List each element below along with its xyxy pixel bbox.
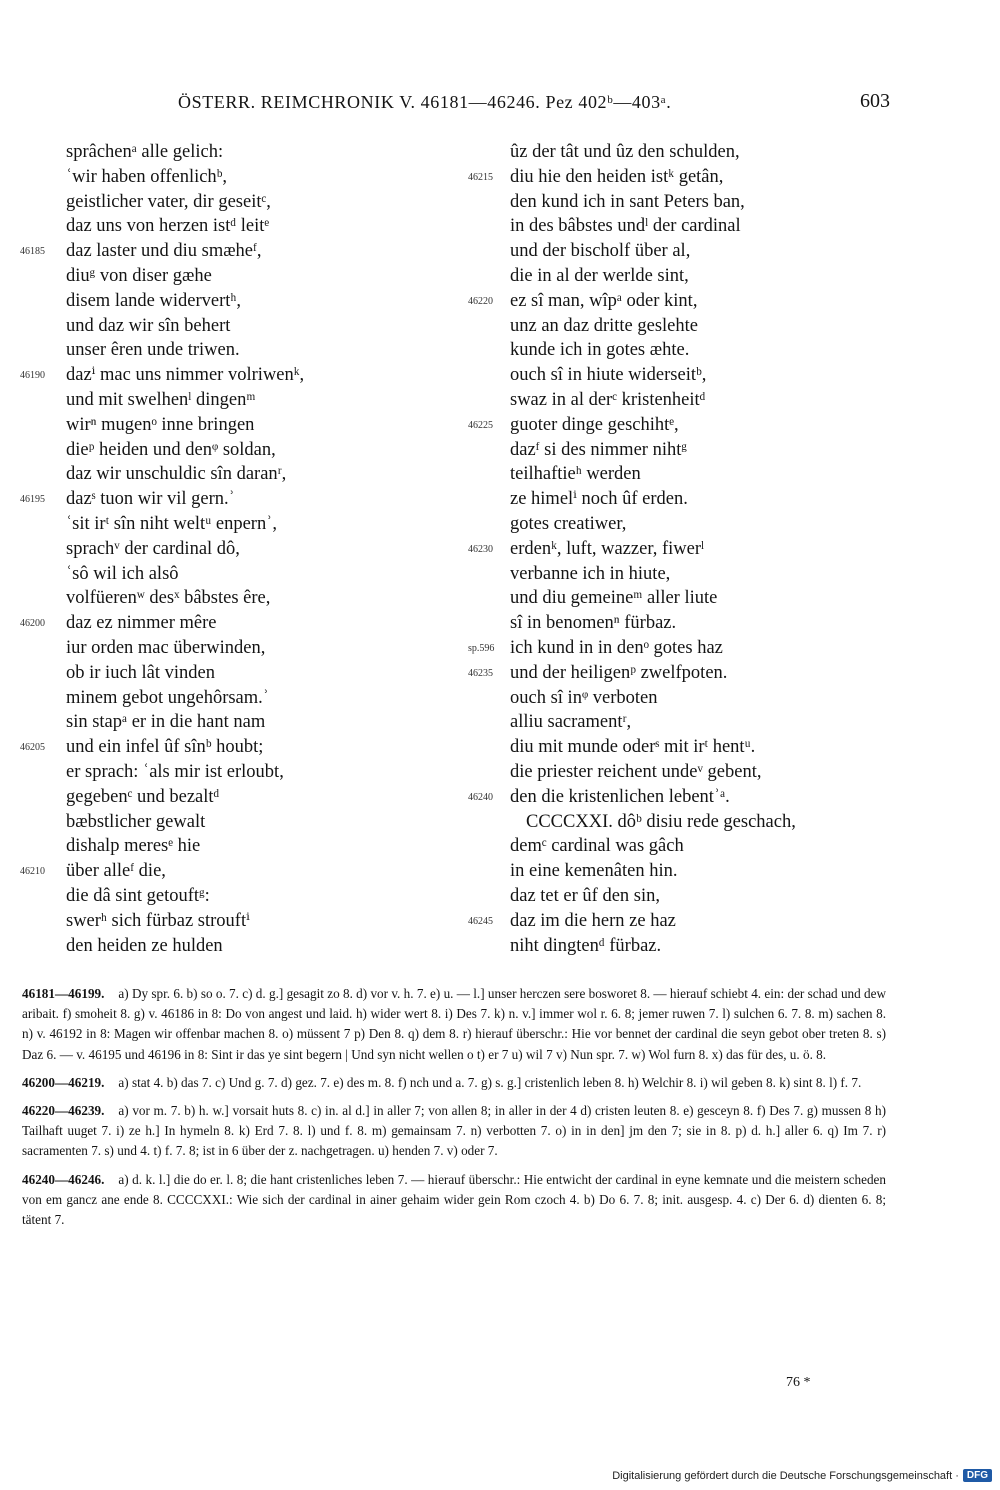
verse-text: ʿsô wil ich alsô — [66, 563, 179, 584]
verse-text: dazᶠ si des nimmer nihtᵍ — [510, 439, 687, 460]
footer-text: Digitalisierung gefördert durch die Deutsche Forschungsgemeinschaft · — [612, 1469, 959, 1482]
note-paragraph — [22, 1170, 886, 1231]
verse-line — [468, 537, 908, 562]
verse-text: den kund ich in sant Peters ban, — [510, 191, 745, 212]
verse-line — [20, 289, 470, 314]
verse-text: und der bischolf über al, — [510, 241, 691, 262]
verse-text: ouch sî inᵠ verboten — [510, 687, 658, 708]
verse-line — [20, 239, 470, 264]
verse-text: unz an daz dritte geslehte — [510, 315, 698, 336]
verse-text: wirⁿ mugenᵒ inne bringen — [66, 414, 255, 435]
verse-text: in eine kemenâten hin. — [510, 861, 678, 882]
funding-footer — [612, 1469, 992, 1482]
verse-line — [20, 462, 470, 487]
verse-text: daz ez nimmer mêre — [66, 613, 217, 634]
verse-text: disem lande widervertʰ, — [66, 290, 241, 311]
verse-text: über alleᶠ die, — [66, 861, 166, 882]
verse-line — [20, 388, 470, 413]
verse-text: daz im die hern ze haz — [510, 910, 676, 931]
verse-line — [20, 859, 470, 884]
verse-text: sprachᵛ der cardinal dô, — [66, 538, 240, 559]
verse-line — [20, 636, 470, 661]
note-range: 46220—46239. — [22, 1103, 105, 1119]
verse-number: 46245 — [468, 915, 493, 927]
verse-line — [20, 264, 470, 289]
verse-line — [468, 760, 908, 785]
verse-line — [20, 338, 470, 363]
verse-text: alliu sacramentʳ, — [510, 712, 632, 733]
verse-line — [20, 314, 470, 339]
dfg-logo-icon: DFG — [963, 1469, 992, 1482]
verse-number: 46195 — [20, 494, 45, 506]
verse-text: sprâchenᵃ alle gelich: — [66, 142, 224, 162]
verse-text: gotes creatiwer, — [510, 513, 627, 534]
verse-line — [468, 909, 908, 934]
verse-line — [20, 760, 470, 785]
verse-text: und mit swelhenˡ dingenᵐ — [66, 389, 256, 410]
verse-text: volfüerenʷ desˣ bâbstes êre, — [66, 588, 271, 609]
note-paragraph — [22, 1073, 886, 1093]
verse-line — [468, 413, 908, 438]
verse-line — [20, 413, 470, 438]
verse-text: ze himelⁱ noch ûf erden. — [510, 489, 688, 510]
verse-line — [20, 140, 470, 165]
verse-text: den die kristenlichen lebentʾᵃ. — [510, 786, 730, 807]
verse-text: und ein infel ûf sînᵇ houbt; — [66, 737, 264, 758]
verse-text: bæbstlicher gewalt — [66, 811, 206, 832]
verse-text: daz wir unschuldic sîn daranʳ, — [66, 464, 287, 485]
verse-text: in des bâbstes undˡ der cardinal — [510, 216, 741, 237]
verse-line — [468, 859, 908, 884]
verse-text: den heiden ze hulden — [66, 935, 223, 956]
verse-text: ûz der tât und ûz den schulden, — [510, 142, 740, 162]
verse-line — [468, 661, 908, 686]
verse-text: und der heiligenᵖ zwelfpoten. — [510, 662, 728, 683]
verse-line — [468, 884, 908, 909]
verse-line — [20, 661, 470, 686]
verse-line — [468, 636, 908, 661]
verse-line — [468, 363, 908, 388]
verse-text: minem gebot ungehôrsam.ʾ — [66, 687, 269, 708]
verse-number: 46200 — [20, 618, 45, 630]
verse-text: die dâ sint getouftᵍ: — [66, 885, 210, 906]
verse-text: teilhaftieʰ werden — [510, 464, 641, 485]
verse-text: diu mit munde oderˢ mit irᵗ hentᵘ. — [510, 737, 756, 758]
critical-apparatus — [22, 984, 886, 1238]
verse-number: 46220 — [468, 295, 493, 307]
verse-line — [20, 487, 470, 512]
note-range: 46181—46199. — [22, 986, 105, 1001]
verse-line — [468, 214, 908, 239]
verse-text: CCCCXXI. dôᵇ disiu rede geschach, — [526, 811, 796, 832]
verse-number: 46205 — [20, 742, 45, 754]
verse-line — [20, 884, 470, 909]
verse-text: geistlicher vater, dir geseitᶜ, — [66, 191, 271, 212]
verse-text: iur orden mac überwinden, — [66, 637, 266, 658]
verse-line — [20, 909, 470, 934]
verse-text: daz laster und diu smæheᶠ, — [66, 241, 262, 262]
verse-text: dazⁱ mac uns nimmer volriwenᵏ, — [66, 365, 305, 386]
verse-line — [468, 438, 908, 463]
verse-line — [20, 834, 470, 859]
verse-line — [468, 785, 908, 810]
verse-line — [468, 487, 908, 512]
verse-line — [20, 686, 470, 711]
verse-text: ouch sî in hiute widerseitᵇ, — [510, 365, 707, 386]
verse-line — [20, 562, 470, 587]
verse-text: diu hie den heiden istᵏ getân, — [510, 166, 724, 187]
verse-line — [20, 363, 470, 388]
verse-line — [468, 264, 908, 289]
note-text: a) vor m. 7. b) h. w.] vorsait huts 8. c) in. al d.] in aller 7; von allen 8; in aller in der 4 d) cristen leuten 8. e) gesceyn 8. f) Des 7. g) mussen 8 h) Tailhaft uuget 7. i) ze h.] In hymeln 8. k) Erd 7. 8. l) und f. 8. m) gemainsam 7. n) verbotten 7. o) in in den] jm den 7; sie in 8. p) d. h.] aller 6. q) Im 7. r) sacramenten 7. s) und 4. t) f. 7. 8; ist in 6 über der z. nachgetragen. u) henden 7. v) oder 7. — [22, 1103, 886, 1159]
verse-text: guoter dinge geschihtᵉ, — [510, 414, 679, 435]
note-text: a) d. k. l.] die do er. l. 8; die hant cristenliches leben 7. — hierauf überschr.: Hie entwicht der cardinal in eyne kemnate und die meistern scheden von em gancz ane ende 8. CCCCXXI.: Wie sich der cardinal in ainer gehaim wider gein Rom czoch 4. b) Do 6. 7. 8; init. ausgesp. 4. c) Der 6. d) dienten 6. 8; tätent 7. — [22, 1171, 886, 1228]
verse-text: ʿwir haben offenlichᵇ, — [66, 166, 228, 187]
verse-text: sin stapᵃ er in die hant nam — [66, 712, 266, 733]
verse-text: swerʰ sich fürbaz strouftⁱ — [66, 910, 250, 931]
verse-line — [468, 735, 908, 760]
verse-line — [468, 165, 908, 190]
verse-line — [20, 735, 470, 760]
verse-text: erdenᵏ, luft, wazzer, fiwerˡ — [510, 538, 705, 559]
verse-line — [468, 611, 908, 636]
verse-line — [468, 314, 908, 339]
note-range: 46200—46219. — [22, 1074, 105, 1090]
note-text: a) Dy spr. 6. b) so o. 7. c) d. g.] gesagit zo 8. d) vor v. h. 7. e) u. — l.] unser herczen sere bosworet 8. — hierauf schiebt 4. ein: der schad und dew aribait. f) smoheit 8. g) v. 46186 in 8: Do von angest und laid. h) wider wert 8. i) Des 7. k) n. v.] immer wol r. 6. 8; jemer ruwen 7. l) sulchen 6. 7. 8. m) sachen 8. n) v. 46192 in 8: Magen wir offenbar machen 8. o) müssent 7 p) Den 8. q) dem 8. r) hierauf überschr.: Hie vor bennet der cardinal die seyn gebot ober treten 8. s) Daz 6. — v. 46195 und 46196 in 8: Sint ir das ye sint begern | Und syn nicht wellen o t) er 7 u) wil 7 v) Nun spr. 7. w) Wol furn 8. x) das für des, u. ö. 8. — [22, 986, 886, 1062]
verse-text: demᶜ cardinal was gâch — [510, 836, 684, 857]
verse-line — [468, 934, 908, 959]
verse-line — [468, 140, 908, 165]
verse-line — [468, 462, 908, 487]
verse-line — [468, 512, 908, 537]
verse-line — [20, 438, 470, 463]
verse-line — [20, 537, 470, 562]
verse-line — [20, 190, 470, 215]
verse-text: unser êren unde triwen. — [66, 340, 240, 361]
verse-text: swaz in al derᶜ kristenheitᵈ — [510, 389, 706, 410]
verse-text: die in al der werlde sint, — [510, 265, 689, 286]
verse-line — [20, 586, 470, 611]
verse-line — [468, 190, 908, 215]
verse-column-right — [468, 140, 908, 958]
verse-line — [468, 686, 908, 711]
verse-line — [468, 710, 908, 735]
verse-line — [20, 214, 470, 239]
verse-line — [20, 934, 470, 959]
verse-line — [20, 611, 470, 636]
verse-line — [468, 834, 908, 859]
note-range: 46240—46246. — [22, 1171, 105, 1187]
verse-number: sp.596 — [468, 642, 495, 654]
verse-line — [20, 785, 470, 810]
verse-line — [468, 388, 908, 413]
verse-line — [20, 710, 470, 735]
verse-text: sî in benomenⁿ fürbaz. — [510, 613, 677, 634]
verse-text: ez sî man, wîpᵃ oder kint, — [510, 290, 698, 311]
verse-text: und diu gemeineᵐ aller liute — [510, 588, 718, 609]
verse-text: dieᵖ heiden und denᵠ soldan, — [66, 439, 276, 460]
verse-line — [20, 165, 470, 190]
verse-line — [468, 810, 908, 835]
verse-text: diuᵍ von diser gæhe — [66, 265, 212, 286]
running-title: ÖSTERR. REIMCHRONIK V. 46181—46246. Pez 402ᵇ—403ᵃ. — [178, 92, 672, 112]
page-number: 603 — [860, 90, 890, 112]
verse-number: 46215 — [468, 171, 493, 183]
verse-number: 46185 — [20, 246, 45, 258]
verse-text: er sprach: ʿals mir ist erloubt, — [66, 761, 284, 782]
verse-line — [468, 289, 908, 314]
verse-text: dishalp meresᵉ hie — [66, 836, 201, 857]
note-paragraph — [22, 984, 886, 1065]
verse-line — [20, 810, 470, 835]
verse-text: ob ir iuch lât vinden — [66, 662, 215, 683]
verse-text: ʿsit irᵗ sîn niht weltᵘ enpernʾ, — [66, 513, 278, 534]
verse-text: dazˢ tuon wir vil gern.ʾ — [66, 489, 235, 510]
verse-line — [468, 239, 908, 264]
note-text: a) stat 4. b) das 7. c) Und g. 7. d) gez. 7. e) des m. 8. f) nch und a. 7. g) s. g.] cristenlich leben 8. h) Welchir 8. i) wil geben 8. k) sint 8. l) f. 7. — [118, 1074, 862, 1090]
page-header — [0, 92, 1000, 116]
verse-line — [468, 562, 908, 587]
verse-column-left — [20, 140, 470, 958]
note-paragraph — [22, 1101, 886, 1162]
verse-number: 46190 — [20, 370, 45, 382]
verse-text: die priester reichent undeᵛ gebent, — [510, 761, 762, 782]
verse-number: 46230 — [468, 543, 493, 555]
verse-text: daz tet er ûf den sin, — [510, 885, 660, 906]
verse-line — [20, 512, 470, 537]
verse-text: verbanne ich in hiute, — [510, 563, 671, 584]
signature-mark: 76 * — [786, 1375, 811, 1390]
verse-text: kunde ich in gotes æhte. — [510, 340, 690, 361]
verse-line — [468, 338, 908, 363]
verse-number: 46235 — [468, 667, 493, 679]
verse-text: ich kund in in denᵒ gotes haz — [510, 637, 723, 658]
verse-number: 46225 — [468, 419, 493, 431]
verse-number: 46240 — [468, 791, 493, 803]
verse-text: niht dingtenᵈ fürbaz. — [510, 935, 662, 956]
verse-number: 46210 — [20, 866, 45, 878]
verse-text: daz uns von herzen istᵈ leitᵉ — [66, 216, 270, 237]
verse-text: gegebenᶜ und bezaltᵈ — [66, 786, 220, 807]
verse-text: und daz wir sîn behert — [66, 315, 231, 336]
verse-line — [468, 586, 908, 611]
